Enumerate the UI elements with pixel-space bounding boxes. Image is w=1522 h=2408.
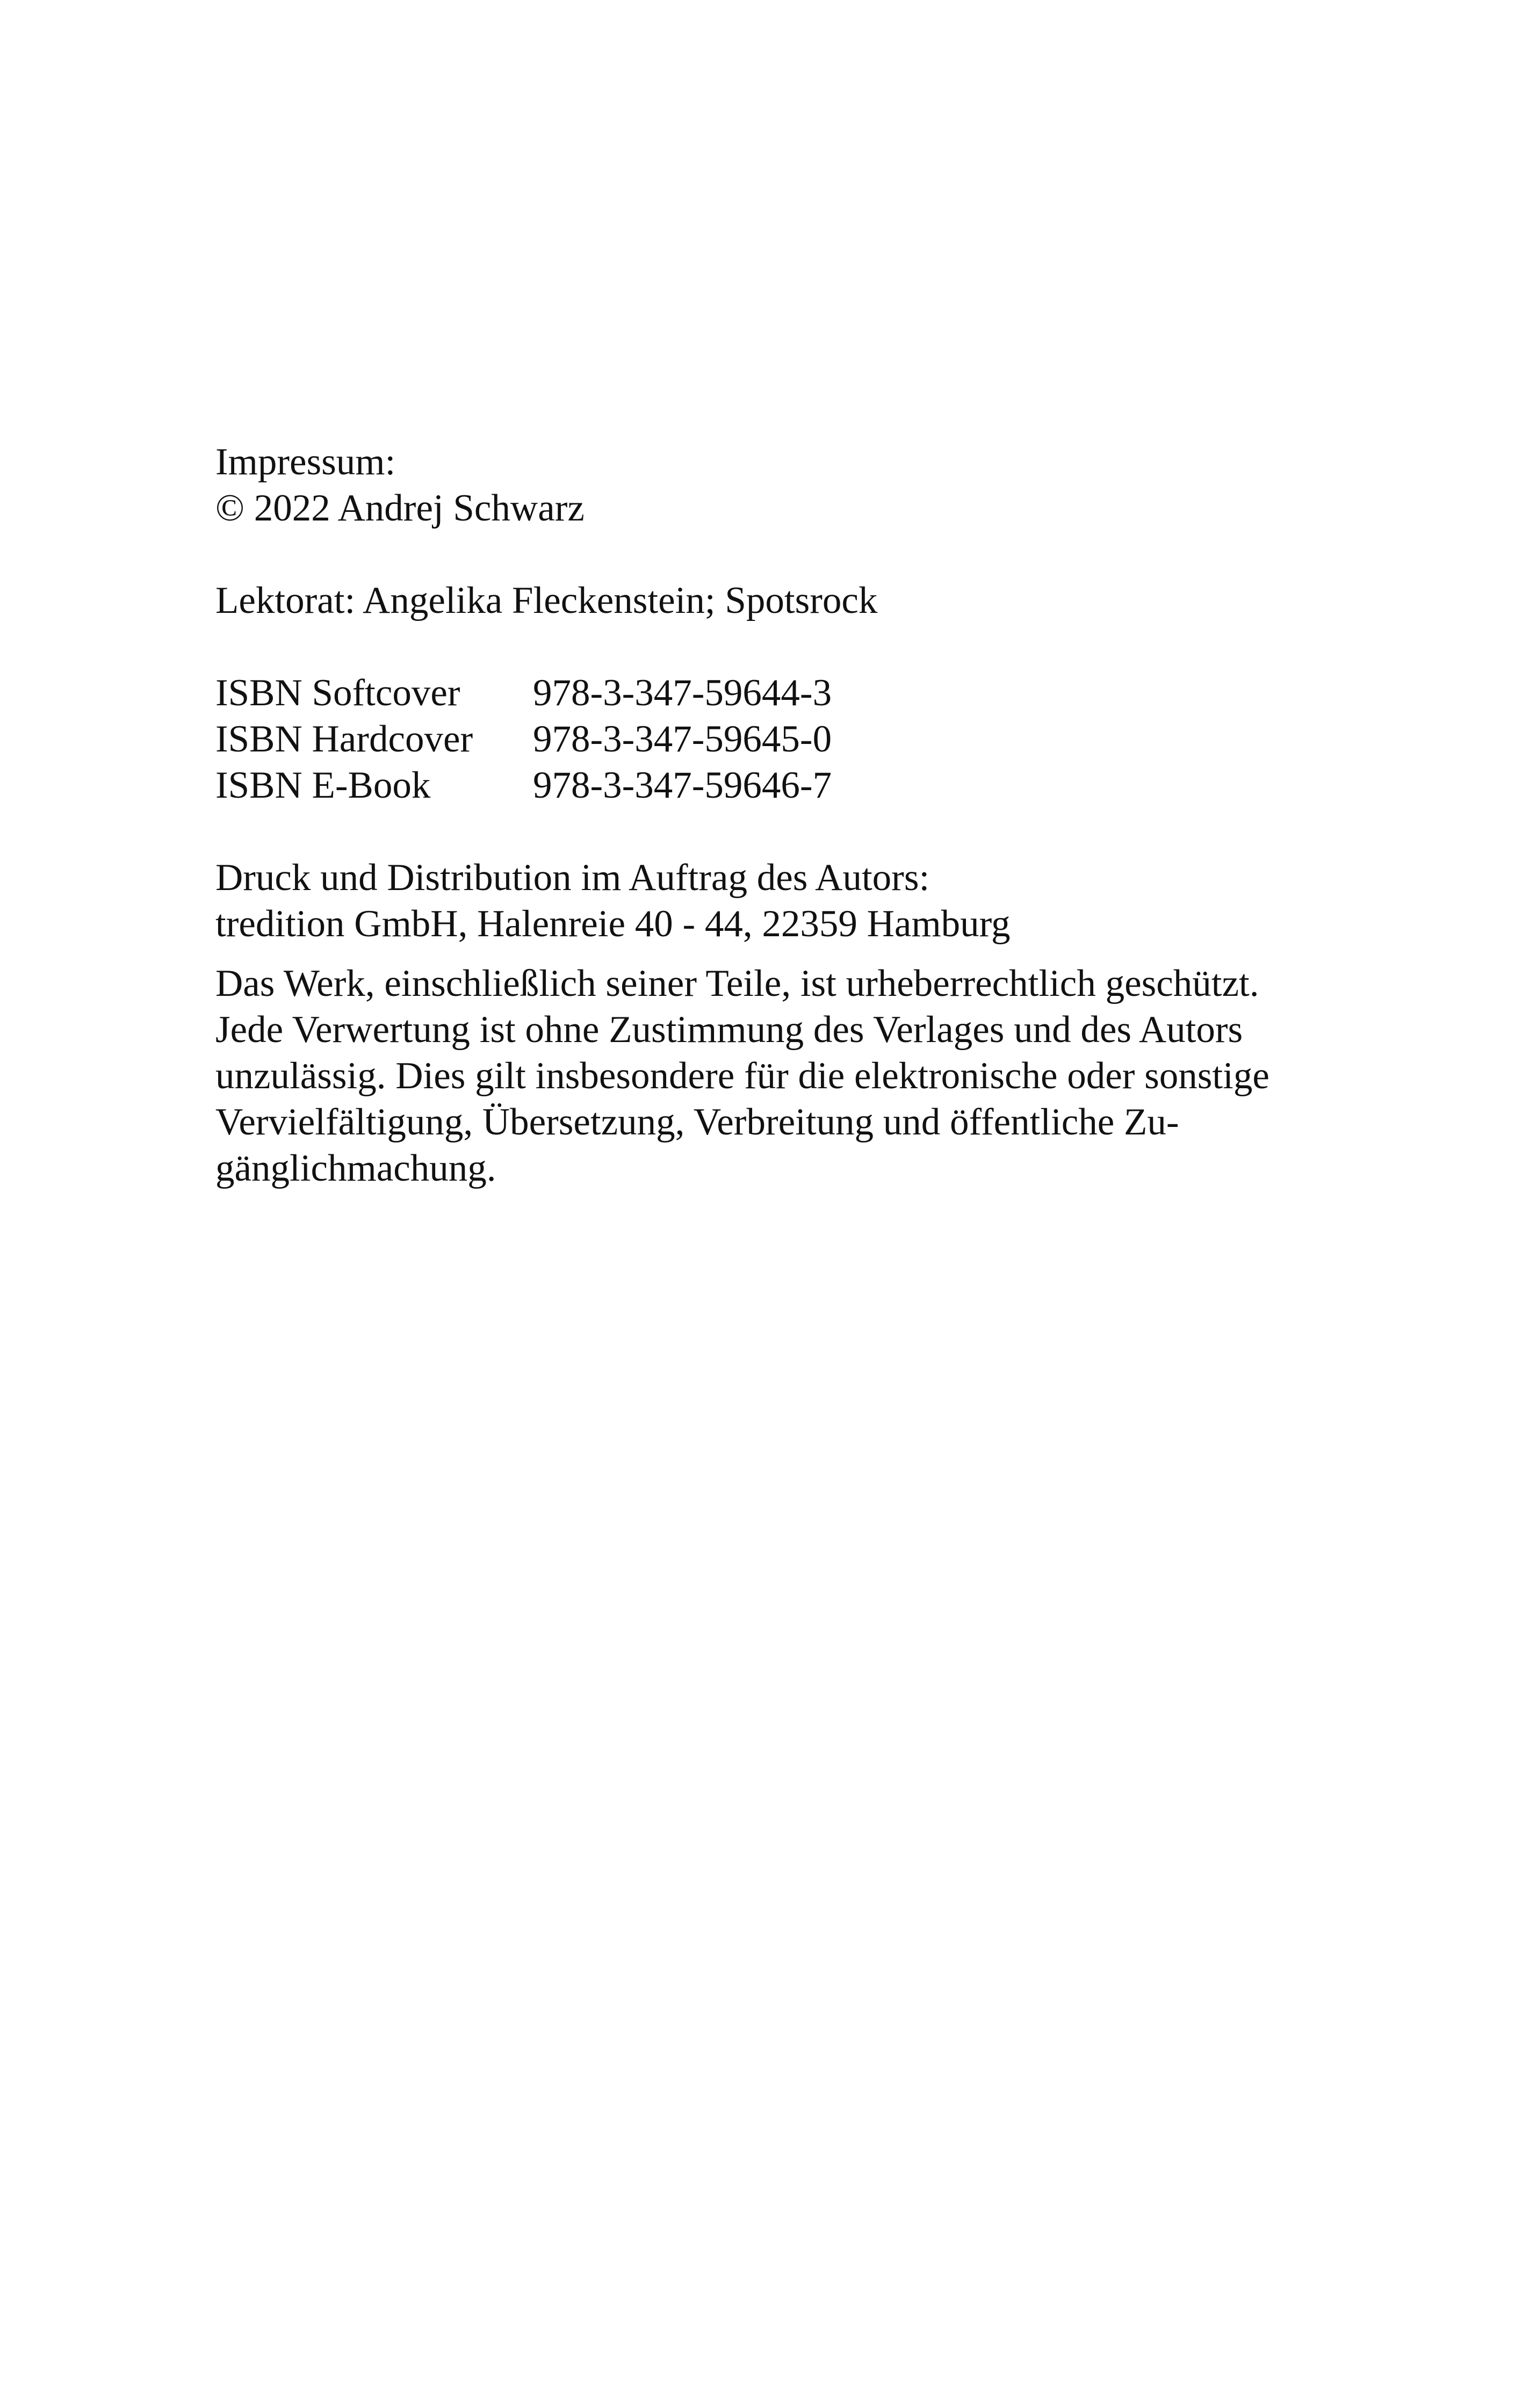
distribution-line-2: tredition GmbH, Halenreie 40 - 44, 22359 Hamburg bbox=[215, 903, 1011, 945]
isbn-label: ISBN Softcover bbox=[215, 672, 460, 714]
isbn-row-ebook bbox=[215, 762, 1305, 808]
isbn-value: 978-3-347-59644-3 bbox=[533, 672, 832, 714]
isbn-label: ISBN Hardcover bbox=[215, 718, 473, 760]
legal-notice-line: Jede Verwertung ist ohne Zustimmung des Verlages und des Autors bbox=[215, 1009, 1243, 1051]
spacer bbox=[215, 808, 1305, 855]
isbn-row-hardcover bbox=[215, 716, 1305, 762]
isbn-value: 978-3-347-59645-0 bbox=[533, 718, 832, 760]
legal-notice-line: gänglichmachung. bbox=[215, 1147, 496, 1189]
copyright-line: © 2022 Andrej Schwarz bbox=[215, 487, 585, 529]
spacer bbox=[215, 947, 1305, 960]
isbn-value: 978-3-347-59646-7 bbox=[533, 764, 832, 806]
legal-notice-paragraph bbox=[215, 960, 1305, 1191]
legal-notice-line: unzulässig. Dies gilt insbesondere für die elektronische oder sonstige bbox=[215, 1055, 1269, 1097]
legal-notice-line: Das Werk, einschließlich seiner Teile, ist urheberrechtlich geschützt. bbox=[215, 963, 1259, 1004]
distribution-line-1: Druck und Distribution im Auftrag des Autors: bbox=[215, 857, 930, 899]
spacer bbox=[215, 624, 1305, 670]
isbn-row-softcover bbox=[215, 670, 1305, 716]
imprint-block bbox=[215, 439, 1305, 1191]
spacer bbox=[215, 531, 1305, 577]
legal-notice-line: Vervielfältigung, Übersetzung, Verbreitung und öffentliche Zu- bbox=[215, 1101, 1179, 1143]
editor-line: Lektorat: Angelika Fleckenstein; Spotsrock bbox=[215, 580, 878, 621]
isbn-label: ISBN E-Book bbox=[215, 764, 431, 806]
imprint-heading: Impressum: bbox=[215, 441, 396, 483]
